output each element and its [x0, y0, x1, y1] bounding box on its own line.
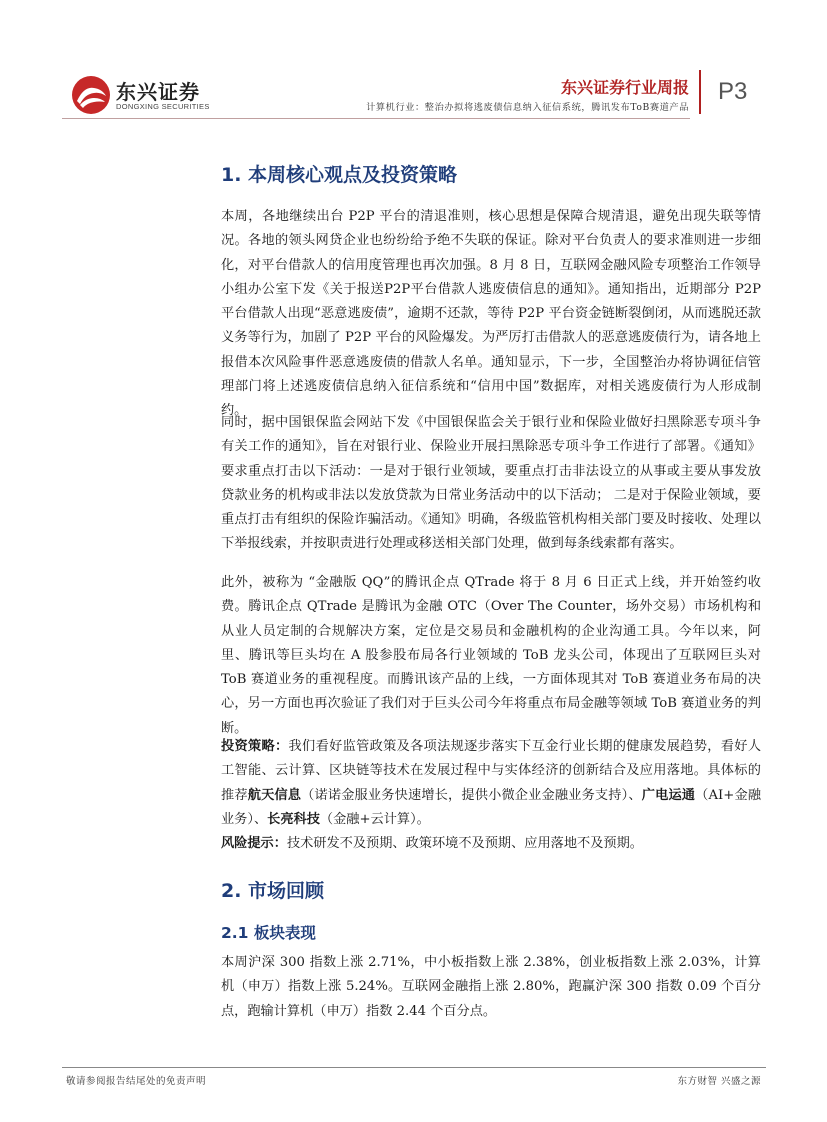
strategy-text: 我们看好监管政策及各项法规逐步落实下互金行业长期的健康发展趋势，看好人工智能、云计算、区块链等技术在发展过程中与实体经济的创新结合及应用落地。具体标的推荐 — [221, 739, 762, 803]
brand-name-en: DONGXING SECURITIES — [116, 102, 210, 111]
paragraph-tencent-qtrade: 此外，被称为 “金融版 QQ”的腾讯企点 QTrade 将于 8 月 6 日正式上线，并开始签约收费。腾讯企点 QTrade 是腾讯为金融 OTC（Over The Counter，场外交易）市场机构和从业人员定制的合规解决方案，定位是交易员和金融机构的企业沟通工具。今年以来，阿里、腾讯等巨头均在 A 股参股布局各行业领域的 ToB 龙头公司，体现出了互联网巨头对 ToB 赛道业务的重视程度。而腾讯该产品的上线，一方面体现其对 ToB 赛道业务布局的决心，另一方面也再次验证了我们对于巨头公司今年将重点布局金融等领域 ToB 赛道业务的判断。 — [221, 575, 761, 736]
paragraph-banking-regulation: 同时，据中国银保监会网站下发《中国银保监会关于银行业和保险业做好扫黑除恶专项斗争有关工作的通知》，旨在对银行业、保险业开展扫黑除恶专项斗争工作进行了部署。《通知》要求重点打击以下活动：一是对于银行业领域，要重点打击非法设立的从事或主要从事发放贷款业务的机构或非法以发放贷款为日常业务活动中的以下活动； 二是对于保险业领域，要重点打击有组织的保险诈骗活动。《通知》明确，各级监管机构相关部门要及时接收、处理以下举报线索，并按职责进行处理或移送相关部门处理，做到每条线索都有落实。 — [221, 415, 761, 552]
paragraph-risk-warning — [221, 832, 761, 856]
stock-pick-3: 长亮科技 — [267, 811, 320, 827]
header-divider — [699, 70, 701, 114]
stock-pick-2: 广电运通 — [641, 787, 696, 803]
stock-pick-2-note: （AI+金融业务）、 — [221, 787, 762, 827]
stock-pick-1-note: （诺诺金服业务快速增长，提供小微企业金融业务支持）、 — [301, 787, 642, 803]
paragraph-investment-strategy — [221, 735, 761, 832]
paragraph-sector-performance: 本周沪深 300 指数上涨 2.71%，中小板指数上涨 2.38%，创业板指数上涨 2.03%，计算机（申万）指数上涨 5.24%。互联网金融指上涨 2.80%，跑赢沪深 300 指数 0.09 个百分点，跑输计算机（申万）指数 2.44 个百分点。 — [221, 955, 761, 1019]
page-header — [0, 0, 827, 124]
company-logo — [70, 74, 210, 120]
stock-pick-3-note: （金融+云计算）。 — [319, 811, 430, 827]
strategy-label: 投资策略： — [221, 739, 289, 754]
footer-rule — [62, 1067, 766, 1068]
section-heading-market-review: 2. 市场回顾 — [221, 880, 325, 902]
footer-disclaimer-note: 敬请参阅报告结尾处的免责声明 — [66, 1076, 207, 1087]
page-number: P3 — [718, 78, 748, 105]
brand-name-cn: 东兴证券 — [116, 80, 200, 104]
dongxing-logo-icon — [70, 74, 112, 116]
footer-slogan: 东方财智 兴盛之源 — [677, 1076, 761, 1087]
section-heading-core-views: 1. 本周核心观点及投资策略 — [221, 164, 458, 186]
paragraph-p2p: 本周，各地继续出台 P2P 平台的清退准则，核心思想是保障合规清退，避免出现失联等情况。各地的领头网贷企业也纷纷给予绝不失联的保证。除对平台负责人的要求准则进一步细化，对平台借款人的信用度管理也再次加强。8 月 8 日，互联网金融风险专项整治工作领导小组办公室下发《关于报送P2P平台借款人逃废债信息的通知》。通知指出，近期部分 P2P 平台借款人出现“恶意逃废债”，逾期不还款，等待 P2P 平台资金链断裂倒闭，从而逃脱还款义务等行为，加剧了 P2P 平台的风险爆发。为严厉打击借款人的恶意逃废债行为，请各地上报借本次风险事件恶意逃废债的借款人名单。通知显示，下一步，全国整治办将协调征信管理部门将上述逃废债信息纳入征信系统和“信用中国”数据库，对相关逃废债行为人形成制约。 — [221, 209, 761, 419]
subsection-heading-sector-performance: 2.1 板块表现 — [221, 924, 316, 942]
header-rule — [62, 118, 690, 119]
risk-label: 风险提示： — [221, 836, 287, 851]
risk-text: 技术研发不及预期、政策环境不及预期、应用落地不及预期。 — [286, 836, 643, 851]
report-subtitle: 计算机行业：整治办拟将逃废债信息纳入征信系统，腾讯发布ToB赛道产品 — [366, 102, 689, 113]
report-title: 东兴证券行业周报 — [560, 78, 689, 97]
stock-pick-1: 航天信息 — [247, 787, 302, 803]
